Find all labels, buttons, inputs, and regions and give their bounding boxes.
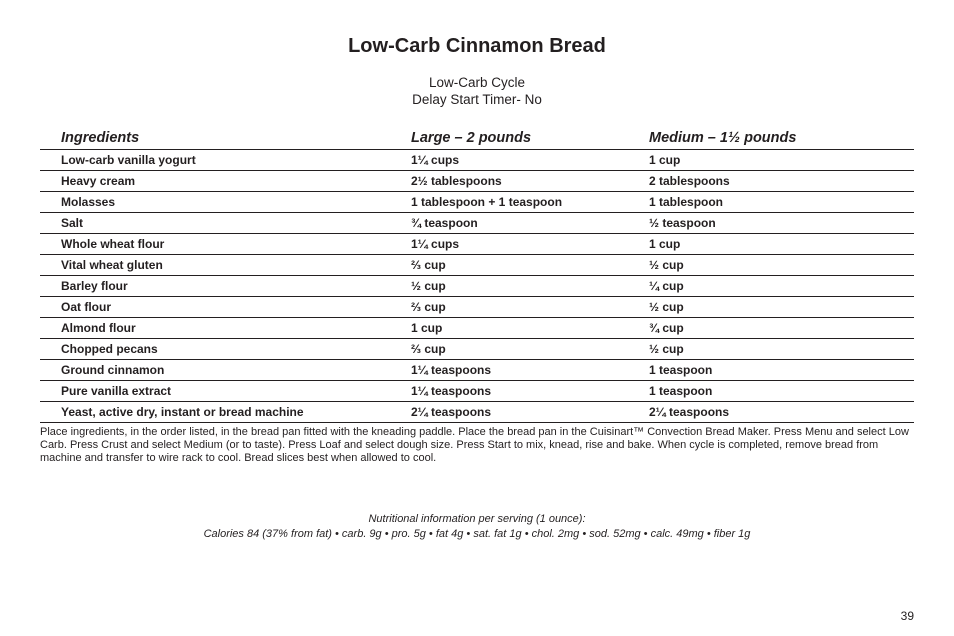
table-row xyxy=(40,360,914,381)
ingredients-table-body xyxy=(40,150,914,423)
amount-medium: 1 tablespoon xyxy=(649,192,914,213)
ingredient-name: Yeast, active dry, instant or bread machine xyxy=(40,402,411,423)
ingredient-name: Pure vanilla extract xyxy=(40,381,411,402)
ingredient-name: Oat flour xyxy=(40,297,411,318)
table-row xyxy=(40,171,914,192)
ingredient-name: Whole wheat flour xyxy=(40,234,411,255)
ingredients-table xyxy=(40,127,914,423)
amount-medium: ¾ cup xyxy=(649,318,914,339)
amount-medium: ½ cup xyxy=(649,255,914,276)
nutrition-values: Calories 84 (37% from fat) • carb. 9g • pro. 5g • fat 4g • sat. fat 1g • chol. 2mg • sod. 52mg • calc. 49mg • fiber 1g xyxy=(203,528,751,540)
amount-large: 1¼ teaspoons xyxy=(411,360,649,381)
table-row xyxy=(40,150,914,171)
page-title: Low-Carb Cinnamon Bread xyxy=(348,35,606,57)
table-row xyxy=(40,234,914,255)
amount-medium: 2 tablespoons xyxy=(649,171,914,192)
table-row xyxy=(40,318,914,339)
table-row xyxy=(40,213,914,234)
amount-large: 2½ tablespoons xyxy=(411,171,649,192)
amount-large: ⅔ cup xyxy=(411,255,649,276)
ingredient-name: Almond flour xyxy=(40,318,411,339)
amount-large: ¾ teaspoon xyxy=(411,213,649,234)
amount-medium: ½ teaspoon xyxy=(649,213,914,234)
nutrition-heading: Nutritional information per serving (1 ounce): xyxy=(368,513,586,525)
amount-large: 1 cup xyxy=(411,318,649,339)
ingredient-name: Chopped pecans xyxy=(40,339,411,360)
amount-large: 1¼ teaspoons xyxy=(411,381,649,402)
page-number: 39 xyxy=(900,609,914,623)
table-row xyxy=(40,192,914,213)
column-header-ingredients: Ingredients xyxy=(40,127,411,150)
amount-medium: ½ cup xyxy=(649,297,914,318)
amount-medium: 2¼ teaspoons xyxy=(649,402,914,423)
ingredient-name: Low-carb vanilla yogurt xyxy=(40,150,411,171)
cycle-info xyxy=(0,74,954,108)
delay-start-timer: Delay Start Timer- No xyxy=(412,92,542,107)
ingredient-name: Salt xyxy=(40,213,411,234)
table-row xyxy=(40,255,914,276)
ingredient-name: Barley flour xyxy=(40,276,411,297)
column-header-medium: Medium – 1½ pounds xyxy=(649,127,914,150)
cycle-name: Low-Carb Cycle xyxy=(428,75,526,90)
amount-medium: ¼ cup xyxy=(649,276,914,297)
column-header-large: Large – 2 pounds xyxy=(411,127,649,150)
amount-large: 1¼ cups xyxy=(411,150,649,171)
amount-medium: 1 cup xyxy=(649,234,914,255)
nutrition-info xyxy=(0,512,954,542)
ingredient-name: Molasses xyxy=(40,192,411,213)
amount-medium: 1 teaspoon xyxy=(649,360,914,381)
instructions-text: Place ingredients, in the order listed, in the bread pan fitted with the kneading paddle. Place the bread pan in the Cuisinart™ Convection Bread Maker. Press Menu and select Low Carb. Press Crust and select Medium (or to taste). Press Loaf and select dough size. Press Start to mix, knead, rise and bake. When cycle is completed, remove bread from machine and transfer to wire rack to cool. Bread slices best when allowed to cool. xyxy=(40,426,909,464)
amount-medium: ½ cup xyxy=(649,339,914,360)
table-row xyxy=(40,402,914,423)
amount-large: 1 tablespoon + 1 teaspoon xyxy=(411,192,649,213)
amount-medium: 1 cup xyxy=(649,150,914,171)
ingredient-name: Heavy cream xyxy=(40,171,411,192)
table-row xyxy=(40,297,914,318)
amount-large: ⅔ cup xyxy=(411,339,649,360)
table-row xyxy=(40,381,914,402)
table-row xyxy=(40,276,914,297)
amount-large: 1¼ cups xyxy=(411,234,649,255)
table-row xyxy=(40,339,914,360)
table-header-row xyxy=(40,127,914,150)
ingredient-name: Ground cinnamon xyxy=(40,360,411,381)
amount-large: ⅔ cup xyxy=(411,297,649,318)
amount-large: ½ cup xyxy=(411,276,649,297)
ingredient-name: Vital wheat gluten xyxy=(40,255,411,276)
amount-medium: 1 teaspoon xyxy=(649,381,914,402)
amount-large: 2¼ teaspoons xyxy=(411,402,649,423)
